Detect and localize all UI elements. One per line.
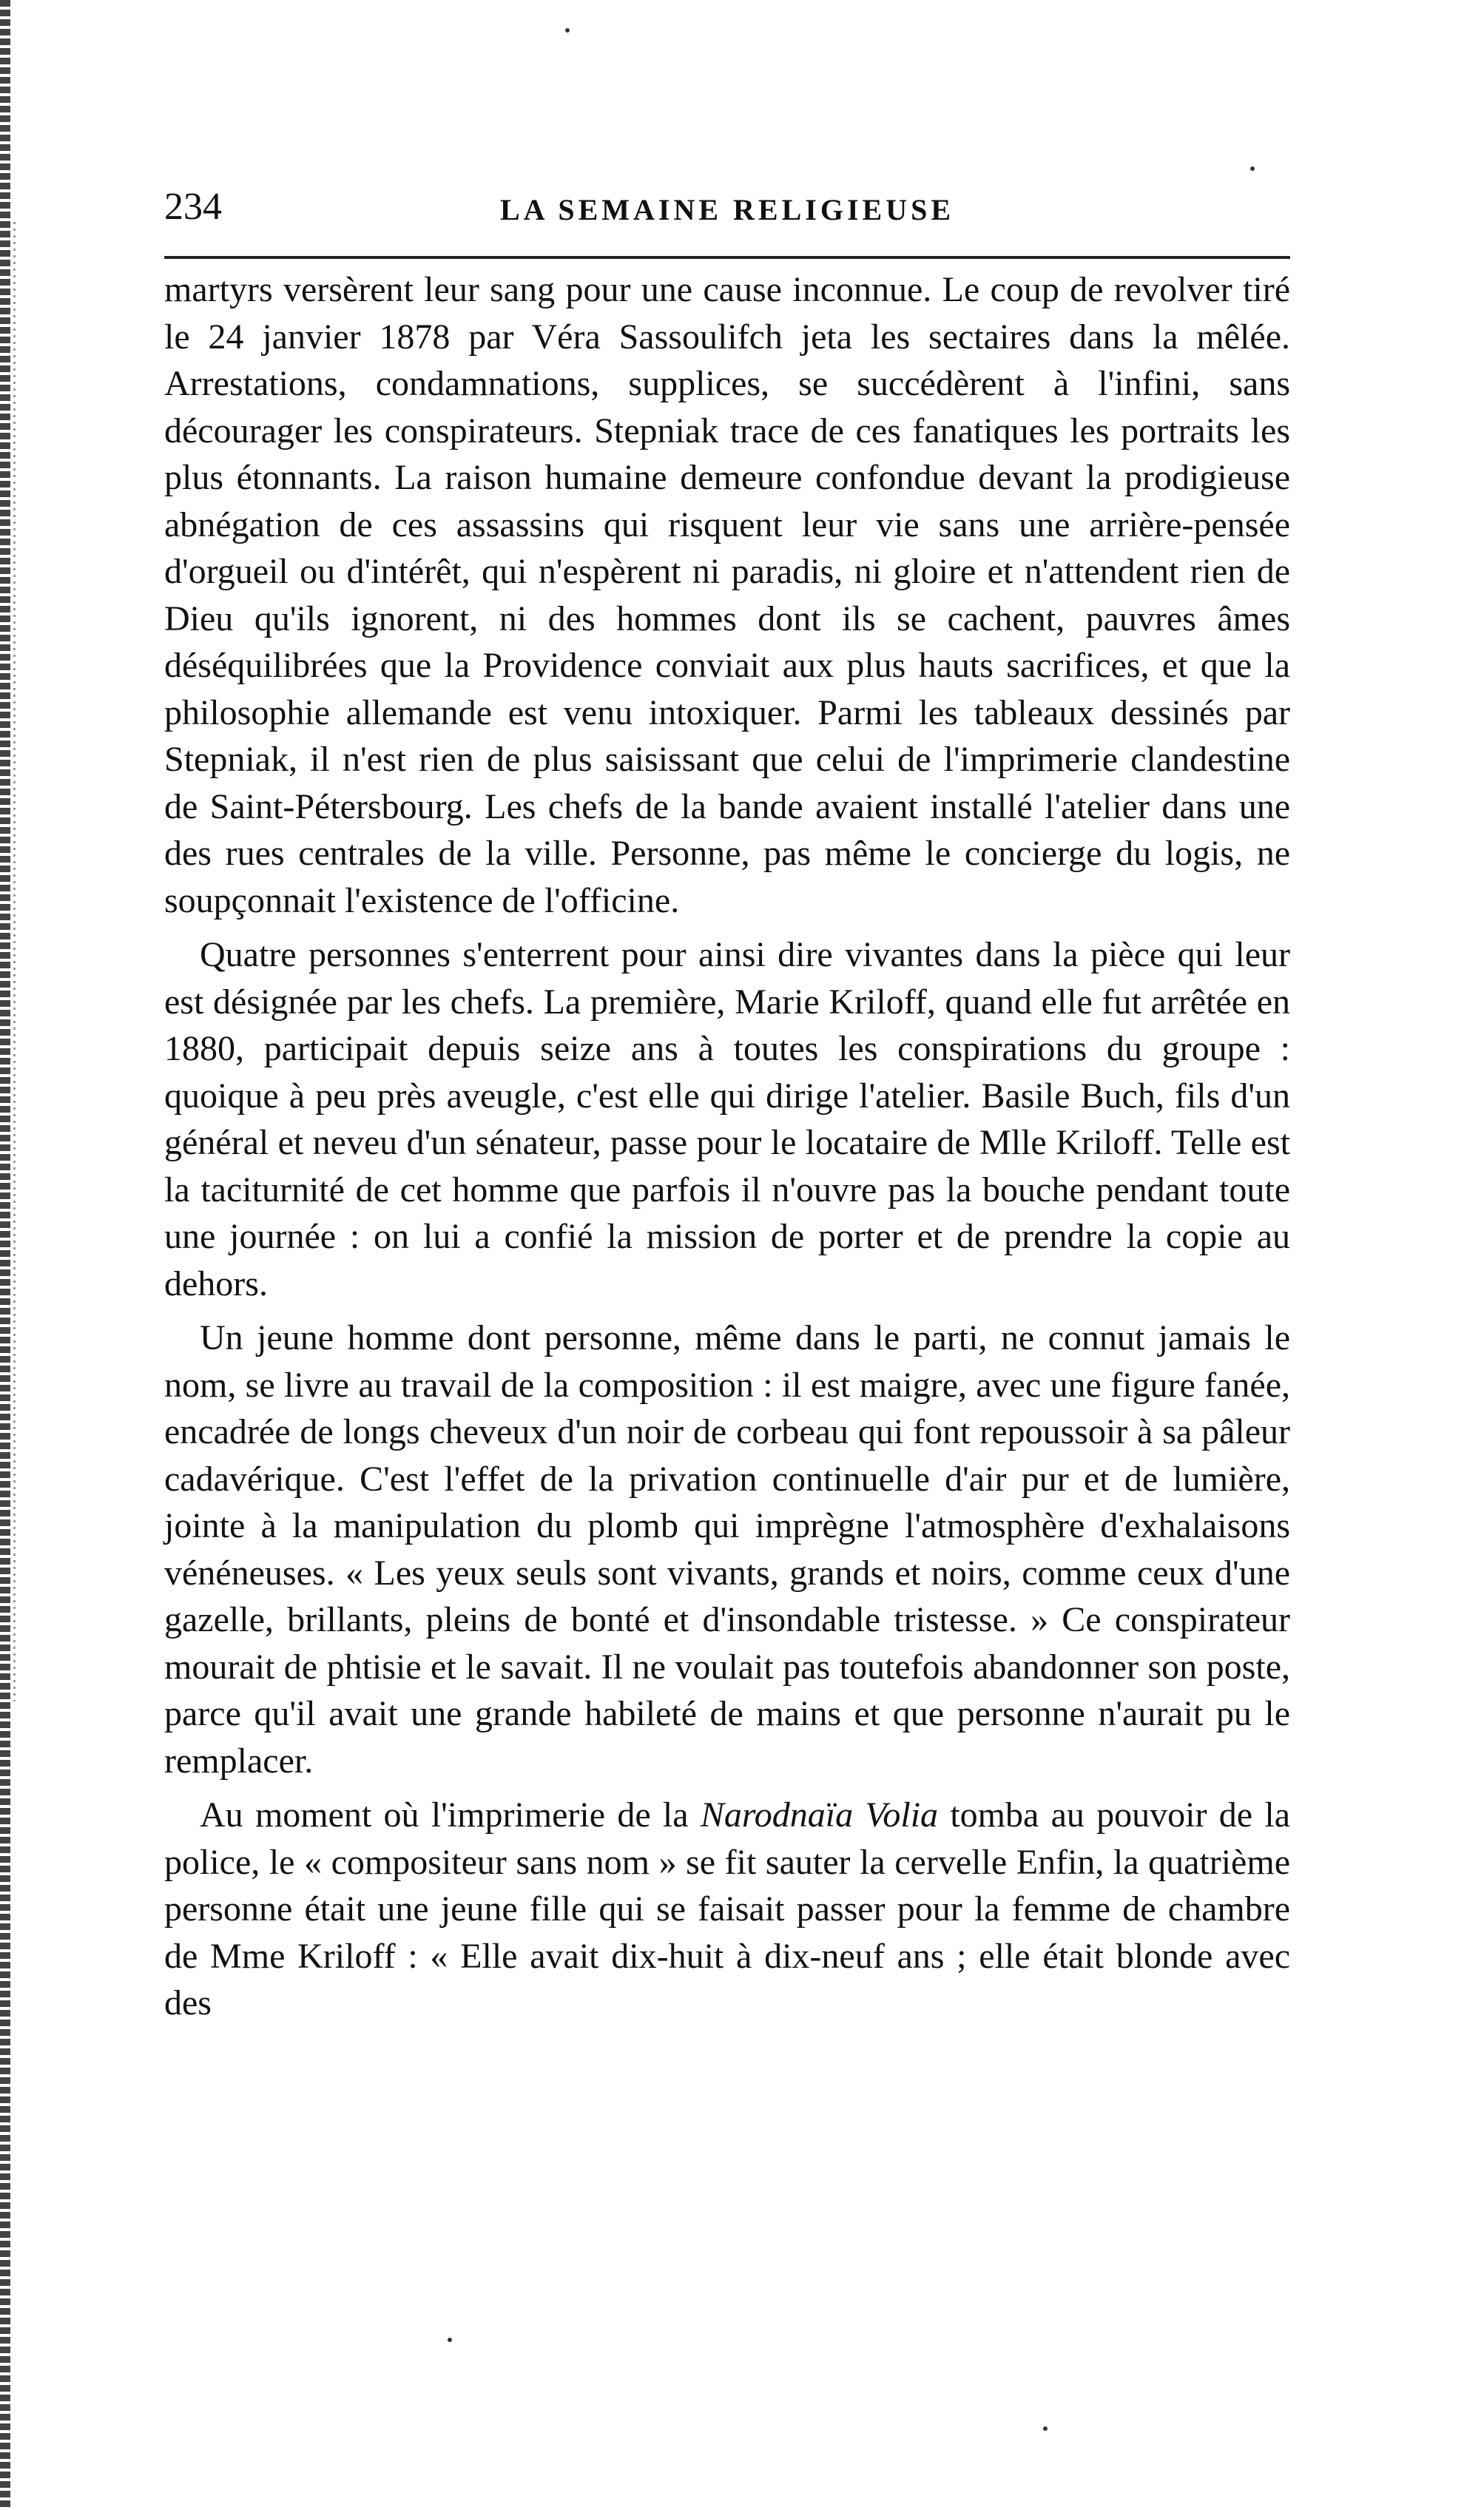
paragraph-1: martyrs versèrent leur sang pour une cause inconnue. Le coup de revolver tiré le 24 janvier 1878 par Véra Sassoulifch jeta les sectaires dans la mêlée. Arrestations, condamnations, supplices, se succédèrent à l'infini, sans décourager les conspirateurs. Stepniak trace de ces fanatiques les portraits les plus étonnants. La raison humaine demeure confondue devant la prodigieuse abnégation de ces assassins qui risquent leur vie sans une arrière-pensée d'orgueil ou d'intérêt, qui n'espèrent ni paradis, ni gloire et n'attendent rien de Dieu qu'ils ignorent, ni des hommes dont ils se cachent, pauvres âmes déséquilibrées que la Providence conviait aux plus hauts sacrifices, et que la philosophie allemande est venu intoxiquer. Parmi les tableaux dessinés par Stepniak, il n'est rien de plus saisissant que celui de l'imprimerie clandestine de Saint-Pétersbourg. Les chefs de la bande avaient installé l'atelier dans une des rues centrales de la ville. Personne, pas même le concierge du logis, ne soupçonnait l'existence de l'officine. (164, 270, 1290, 920)
scan-speck (448, 2338, 452, 2342)
scan-speck (1043, 2426, 1048, 2431)
paragraph-4-start: Au moment où l'imprimerie de la (200, 1795, 701, 1835)
journal-title: Narodnaïa Volia (700, 1795, 939, 1835)
paragraph-3: Un jeune homme dont personne, même dans le parti, ne connut jamais le nom, se livre au travail de la composition : il est maigre, avec une figure fanée, encadrée de longs cheveux d'un noir de corbeau qui font repoussoir à sa pâleur cadavérique. C'est l'effet de la privation continuelle d'air pur et de lumière, jointe à la manipulation du plomb qui imprègne l'atmosphère d'exhalaisons vénéneuses. « Les yeux seuls sont vivants, grands et noirs, comme ceux d'une gazelle, brillants, pleins de bonté et d'insondable tristesse. » Ce conspirateur mourait de phtisie et le savait. Il ne voulait pas toutefois abandonner son poste, parce qu'il avait une grande habileté de mains et que personne n'aurait pu le remplacer. (164, 1318, 1290, 1781)
page-header (164, 185, 1290, 237)
paragraph-4 (164, 1792, 1290, 2027)
paragraph-4-end: tomba au pouvoir de la police, le « compositeur sans nom » se fit sauter la cervelle Enfin, la quatrième personne était une jeune fille qui se faisait passer pour la femme de chambre de Mme Kriloff : « Elle avait dix-huit à dix-neuf ans ; elle était blonde avec des (164, 1795, 1290, 2022)
scan-binding-shadow (13, 222, 16, 1701)
scan-binding-edge (0, 0, 10, 2510)
scan-speck (565, 28, 570, 33)
paragraph-2: Quatre personnes s'enterrent pour ainsi dire vivantes dans la pièce qui leur est désignée par les chefs. La première, Marie Kriloff, quand elle fut arrêtée en 1880, participait depuis seize ans à toutes les conspirations du groupe : quoique à peu près aveugle, c'est elle qui dirige l'atelier. Basile Buch, fils d'un général et neveu d'un sénateur, passe pour le locataire de Mlle Kriloff. Telle est la taciturnité de cet homme que parfois il n'ouvre pas la bouche pendant toute une journée : on lui a confié la mission de porter et de prendre la copie au dehors. (164, 935, 1290, 1303)
page-body (164, 266, 1290, 2034)
running-title: LA SEMAINE RELIGIEUSE (499, 193, 955, 226)
scan-speck (1250, 166, 1255, 171)
page-number: 234 (164, 186, 222, 228)
header-rule (164, 256, 1290, 259)
